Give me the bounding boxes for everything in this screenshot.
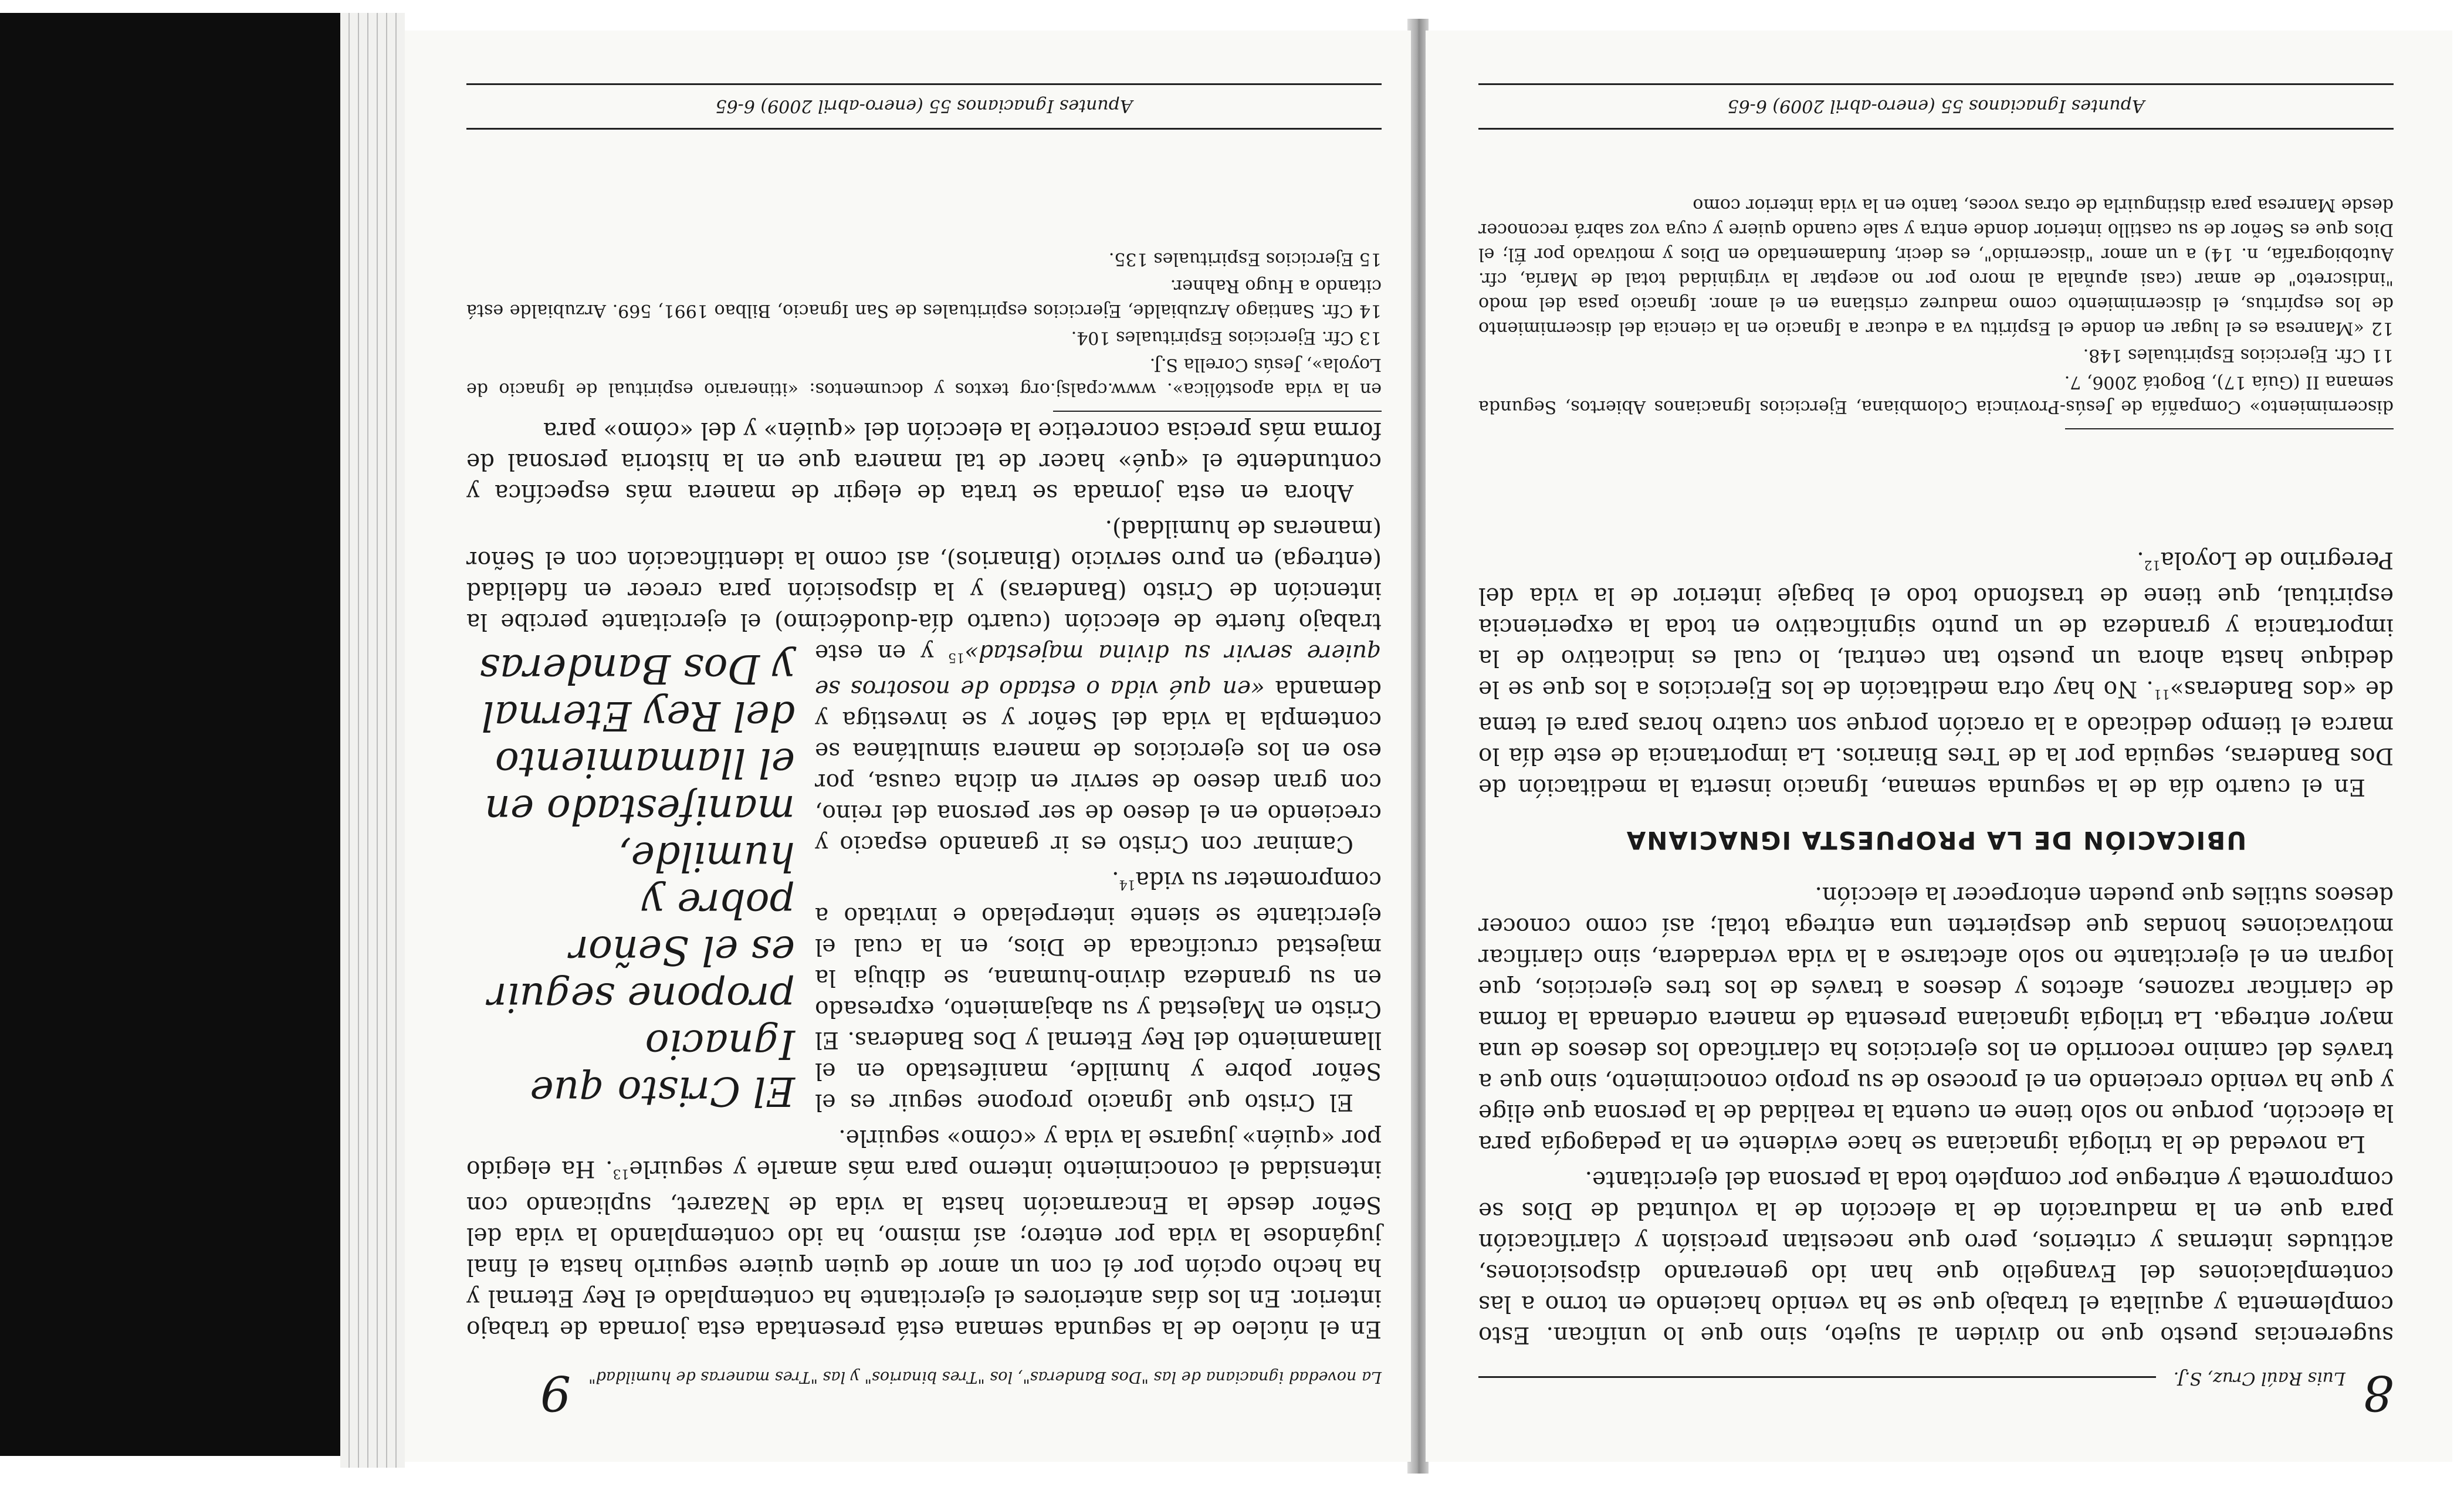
- header-author: Luis Raúl Cruz, S.J.: [2173, 1368, 2345, 1388]
- scanner-background: [0, 13, 340, 1456]
- page-8-footnotes: [1478, 190, 2394, 429]
- footnote: 14 Cfr. Santiago Arzubialde, Ejercicios espirituales de San Ignacio, Bilbao 1991, 569. Arzubialde está citando a Hugo Rahner.: [466, 276, 1382, 321]
- footnote-ref: 14: [1119, 877, 1136, 892]
- footer-journal: Apuntes Ignacianos 55 (enero-abril 2009) 6-65: [715, 96, 1133, 116]
- footnote-ref: 12: [2144, 557, 2161, 572]
- footnote-rule: [2065, 428, 2394, 429]
- paragraph: Caminar con Cristo es ir ganando espacio y creciendo en el deseo de ser persona del reino, con gran deseo de servir en dicha causa, por eso en los ejercicios de manera simultánea se contempla la vida del Señor y se investiga y demanda «en qué vida o estado de nosotros se quiere servir su divina majestad»$^{15}$ y en este trabajo fuerte de elección (cuarto día-duodécimo) el ejercitante percibe la intención de Cristo (Banderas) y la disposición para crecer en fidelidad (entrega) en puro servicio (Binarios), así como la identificación con el Señor (maneras de humildad).: [466, 515, 1382, 857]
- footnote: 13 Cfr. Ejercicios Espirituales 104.: [1071, 327, 1382, 348]
- page-9-header: [466, 1364, 1382, 1420]
- page-number: 9: [540, 1364, 571, 1420]
- paragraph: sugerencias puesto que no dividen al sujeto, sino que lo unifican. Esto complementa y aquilata el trabajo que se ha venido haciendo en torno a las contemplaciones del Evangelio que han ido generando disposiciones, actitudes internas y criterios, pero que necesitan precisión y clarificación para que en la maduración de la elección de la voluntad de Dios se comprometa y entregue por completo toda la persona del ejercitante.: [1478, 1166, 2394, 1348]
- page-8: [1426, 31, 2452, 1462]
- page-9-body: [466, 410, 1382, 1344]
- page-9-footer: [466, 83, 1382, 130]
- paragraph: Ahora en esta jornada se trata de elegir de manera más específica y contundente el «qué» hacer de tal manera que en la historia personal de forma más precisa concretice la elección del «quién» y del «cómo» para: [466, 417, 1382, 506]
- footnote-ref: 15: [948, 650, 965, 665]
- footer-journal: Apuntes Ignacianos 55 (enero-abril 2009) 6-65: [1727, 96, 2145, 116]
- page-8-footer: [1478, 83, 2394, 130]
- page-9-footnotes: [466, 244, 1382, 412]
- page-8-header: [1478, 1364, 2394, 1420]
- footnote-rule: [1053, 411, 1382, 412]
- footnote-ref: 11: [2153, 686, 2170, 701]
- header-title: La novedad ignaciana de las "Dos Banderas", los "Tres binarios" y las "Tres maneras de humildad": [588, 1368, 1382, 1386]
- header-rule: [1478, 1376, 2156, 1378]
- page-9: [405, 31, 1411, 1462]
- footnote-ref: 13: [612, 1166, 629, 1181]
- paragraph: En el cuarto día de la segunda semana, Ignacio inserta la meditación de Dos Banderas, seguida por la de Tres Binarios. La importancia de este día lo marca el tiempo dedicado a la oración porque son cuatro horas para el tema de «dos Banderas»$^{11}$. No hay otra meditación de los Ejercicios a los que se le dedique hasta ahora un puesto tan central, lo cual es indicativo de la importancia y grandeza de un punto significativo en toda la experiencia espiritual, que tiene de trasfondo todo el bagaje interior de la vida del Peregrino de Loyola$^{12}$.: [1478, 547, 2394, 800]
- paragraph: En el núcleo de la segunda semana está presentada esta jornada de trabajo interior. En los días anteriores el ejercitante ha contemplado el Rey Eternal y ha hecho opción por él con un amor de quien quiere seguirlo hasta el final jugándose la vida por entero; así mismo, ha ido contemplando la vida del Señor desde la Encarnación hasta la vida de Nazaret, suplicando con intensidad el conocimiento interno para más amarle y seguirle$^{13}$. Ha elegido por «quién» jugarse la vida y «cómo» seguirle.: [466, 1125, 1382, 1342]
- section-heading: UBICACIÓN DE LA PROPUESTA IGNACIANA: [1625, 826, 2247, 855]
- page-number: 8: [2363, 1364, 2394, 1420]
- footnote: 15 Ejercicios Espirituales 135.: [1108, 249, 1382, 269]
- paragraph: La novedad de la trilogía ignaciana se hace evidente en la pedagogía para la elección, porque no solo tiene en cuenta la realidad de la persona que elige y que ha venido creciendo en el proceso de su propio conocimiento, sino que a través del camino recorrido en los ejercicios ha clarificado los deseos de una mayor entrega. La trilogía ignaciana presenta de manera ordenada la forma de clarificar razones, afectos y deseos a través de los tres ejercicios, que logran en el ejercitante no solo afectarse a la vida verdadera, sino clarificar motivaciones hondas que despierten una entrega total; así como conocer deseos sutiles que pueden entorpecer la elección.: [1478, 882, 2394, 1157]
- footnote: discernimiento» Compañía de Jesús-Provincia Colombiana, Ejercicios Ignacianos Abiertos, Segunda semana II (Guía 17), Bogotá 2006, 7.: [1478, 372, 2394, 417]
- paragraph: El Cristo que Ignacio propone seguir es el Señor pobre y humilde, manifestado en el llamamiento del Rey Eternal y Dos Banderas. El Cristo en Majestad y su abajamiento, expresado en su grandeza divino-humana, se dibuja la majestad crucificada de Dios, en la cual el ejercitante se siente interpelado e invitado a comprometer su vida$^{14}$.: [815, 866, 1382, 1115]
- footnote: en la vida apostólica». www.cpalsj.org textos y documentos: «itinerario espiritual de Ignacio de Loyola», Jesús Corella S.J.: [466, 354, 1382, 399]
- footnote: 12 «Manresa es el lugar en donde el Espíritu va a educar a Ignacio en la ciencia del discernimiento de los espíritus, el discernimiento como madurez cristiana en el amor. Ignacio pasa del modo "indiscreto" de amar (casi apuñala al moro por no aceptar la virginidad total de María, cfr. Autobiografía, n. 14) a un amor "discernido", es decir, fundamentado en Dios y motivado por Él; el Dios que es Señor de su castillo interior donde entra y sale cuando quiere y cuya voz sabrá reconocer desde Manresa para distinguirla de otras voces, tanto en la vida interior como: [1478, 195, 2394, 338]
- page-8-body: [1478, 540, 2394, 1350]
- footnote: 11 Cfr. Ejercicios Espirituales 148.: [2083, 345, 2394, 365]
- page-edges: [340, 13, 405, 1468]
- pull-quote: El Cristo que Ignacio propone seguir es el Señor pobre y humilde, manifestado en el llamamiento del Rey Eternal y Dos Banderas: [479, 645, 795, 1114]
